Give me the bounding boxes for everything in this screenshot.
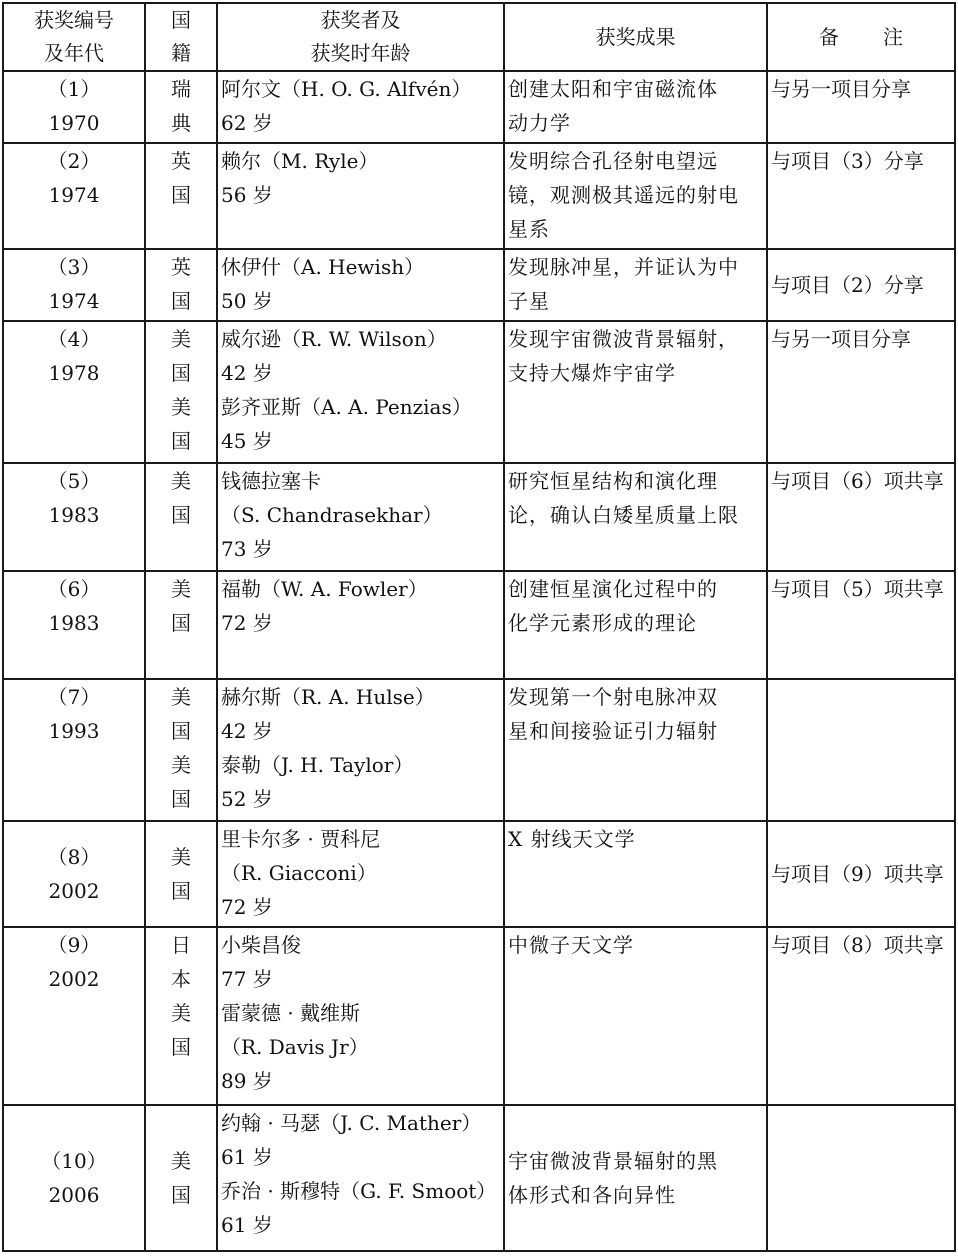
country-cell: [145, 71, 217, 143]
winner-age-line: 小柴昌俊: [221, 933, 301, 957]
award-number-year-line: （6）: [47, 577, 101, 601]
winner-age-line: 77 岁: [221, 967, 273, 991]
winner-age-cell: [217, 463, 504, 571]
header-number-year: [3, 3, 145, 71]
table-row: [3, 927, 955, 1105]
winner-age-line: （S. Chandrasekhar）: [221, 503, 443, 527]
winner-age-line: 赫尔斯（R. A. Hulse）: [221, 685, 435, 709]
award-number-year-line: （2）: [47, 149, 101, 173]
header-winner-age: [217, 3, 504, 71]
award-result-line: 论，确认白矮星质量上限: [508, 503, 739, 527]
header-note: [767, 3, 955, 71]
country-line: 美: [171, 327, 191, 351]
header-row: [3, 3, 955, 71]
winner-age-line: 42 岁: [221, 361, 273, 385]
award-result-line: 动力学: [508, 111, 571, 135]
country-line: 英: [171, 149, 191, 173]
country-line: 美: [171, 395, 191, 419]
country-line: 国: [171, 1183, 191, 1207]
award-number-year-cell: [3, 571, 145, 679]
country-line: 国: [171, 503, 191, 527]
winner-age-cell: [217, 143, 504, 249]
award-result-line: X 射线天文学: [508, 827, 636, 851]
country-line: 国: [171, 361, 191, 385]
country-line: 美: [171, 1001, 191, 1025]
awards-table: [2, 2, 956, 1252]
award-result-cell: [504, 821, 767, 927]
note-cell: [767, 679, 955, 821]
winner-age-cell: [217, 927, 504, 1105]
award-number-year-line: （9）: [47, 933, 101, 957]
winner-age-cell: [217, 71, 504, 143]
winner-age-line: （R. Giacconi）: [221, 861, 377, 885]
note-line: 与另一项目分享: [771, 327, 911, 351]
winner-age-line: 泰勒（J. H. Taylor）: [221, 753, 414, 777]
award-number-year-cell: [3, 321, 145, 463]
award-result-cell: [504, 927, 767, 1105]
note-line: 与项目（9）项共享: [771, 862, 944, 886]
table-row: [3, 571, 955, 679]
award-number-year-line: 2006: [48, 1183, 100, 1207]
award-result-line: 体形式和各向异性: [508, 1183, 676, 1207]
table-row: [3, 1105, 955, 1251]
country-cell: [145, 1105, 217, 1251]
table-body: [3, 71, 955, 1251]
note-cell: [767, 1105, 955, 1251]
note-cell: [767, 143, 955, 249]
winner-age-line: 73 岁: [221, 537, 273, 561]
note-line: 与项目（3）分享: [771, 149, 924, 173]
winner-age-line: 彭齐亚斯（A. A. Penzias）: [221, 395, 472, 419]
award-result-line: 中微子天文学: [508, 933, 634, 957]
award-result-cell: [504, 679, 767, 821]
header-country-line-2: 籍: [171, 41, 191, 65]
award-result-line: 星和间接验证引力辐射: [508, 719, 718, 743]
award-number-year-line: （1）: [47, 77, 101, 101]
note-line: 与项目（2）分享: [771, 273, 924, 297]
table-row: [3, 679, 955, 821]
award-number-year-cell: [3, 679, 145, 821]
award-result-cell: [504, 143, 767, 249]
country-cell: [145, 143, 217, 249]
header-winner-line-2: 获奖时年龄: [310, 41, 411, 65]
header-result: 获奖成果: [504, 3, 767, 71]
country-line: 美: [171, 685, 191, 709]
award-number-year-line: （4）: [47, 327, 101, 351]
header-number-line-2: 及年代: [44, 41, 104, 65]
table-row: [3, 249, 955, 321]
note-line: 与项目（6）项共享: [771, 469, 944, 493]
country-line: 国: [171, 719, 191, 743]
note-cell: [767, 821, 955, 927]
winner-age-line: 61 岁: [221, 1145, 273, 1169]
country-cell: [145, 679, 217, 821]
note-cell: [767, 321, 955, 463]
country-cell: [145, 321, 217, 463]
award-result-line: 宇宙微波背景辐射的黑: [508, 1149, 718, 1173]
award-result-line: 支持大爆炸宇宙学: [508, 361, 676, 385]
winner-age-line: 72 岁: [221, 895, 273, 919]
header-winner-line-1: 获奖者及: [320, 8, 401, 32]
country-cell: [145, 821, 217, 927]
header-note-char-2: 注: [883, 24, 903, 49]
winner-age-line: 42 岁: [221, 719, 273, 743]
note-cell: [767, 463, 955, 571]
country-cell: [145, 249, 217, 321]
winner-age-cell: [217, 571, 504, 679]
country-cell: [145, 463, 217, 571]
header-country-line-1: 国: [171, 8, 191, 32]
winner-age-line: 50 岁: [221, 289, 273, 313]
award-result-line: 子星: [508, 289, 550, 313]
award-number-year-line: 1993: [48, 719, 100, 743]
award-result-line: 星系: [508, 217, 550, 241]
header-number-line-1: 获奖编号: [34, 8, 114, 32]
award-result-line: 创建太阳和宇宙磁流体: [508, 77, 718, 101]
award-number-year-cell: [3, 71, 145, 143]
country-line: 国: [171, 183, 191, 207]
award-result-line: 创建恒星演化过程中的: [508, 577, 718, 601]
country-line: 美: [171, 753, 191, 777]
award-result-line: 发明综合孔径射电望远: [508, 149, 718, 173]
header-country: [145, 3, 217, 71]
award-number-year-line: 2002: [48, 967, 100, 991]
award-number-year-line: （8）: [47, 845, 101, 869]
winner-age-line: 61 岁: [221, 1213, 273, 1237]
note-line: 与另一项目分享: [771, 77, 911, 101]
award-number-year-cell: [3, 821, 145, 927]
country-cell: [145, 571, 217, 679]
country-line: 国: [171, 1035, 191, 1059]
country-line: 国: [171, 289, 191, 313]
winner-age-line: 钱德拉塞卡: [221, 469, 321, 493]
note-cell: [767, 571, 955, 679]
award-number-year-cell: [3, 463, 145, 571]
country-cell: [145, 927, 217, 1105]
winner-age-line: 赖尔（M. Ryle）: [221, 149, 379, 173]
award-result-line: 发现第一个射电脉冲双: [508, 685, 718, 709]
award-result-line: 化学元素形成的理论: [508, 611, 697, 635]
award-number-year-line: 1974: [48, 289, 100, 313]
country-line: 美: [171, 1149, 191, 1173]
award-result-cell: [504, 71, 767, 143]
country-line: 国: [171, 787, 191, 811]
award-number-year-line: 2002: [48, 879, 100, 903]
award-number-year-line: 1983: [48, 503, 100, 527]
table-row: [3, 321, 955, 463]
award-number-year-line: 1983: [48, 611, 100, 635]
winner-age-line: 威尔逊（R. W. Wilson）: [221, 327, 447, 351]
award-number-year-line: （7）: [47, 685, 101, 709]
winner-age-line: 72 岁: [221, 611, 273, 635]
award-number-year-cell: [3, 143, 145, 249]
country-line: 国: [171, 429, 191, 453]
winner-age-line: 休伊什（A. Hewish）: [221, 255, 425, 279]
note-line: 与项目（5）项共享: [771, 577, 944, 601]
country-line: 美: [171, 845, 191, 869]
country-line: 瑞: [171, 77, 191, 101]
award-number-year-cell: [3, 927, 145, 1105]
header-note-char-1: 备: [819, 24, 839, 49]
winner-age-line: （R. Davis Jr）: [221, 1035, 369, 1059]
winner-age-line: 福勒（W. A. Fowler）: [221, 577, 428, 601]
country-line: 国: [171, 879, 191, 903]
award-number-year-line: （10）: [41, 1149, 107, 1173]
country-line: 美: [171, 469, 191, 493]
winner-age-cell: [217, 1105, 504, 1251]
award-number-year-line: （5）: [47, 469, 101, 493]
winner-age-cell: [217, 679, 504, 821]
award-number-year-line: （3）: [47, 255, 101, 279]
award-result-cell: [504, 1105, 767, 1251]
award-number-year-cell: [3, 249, 145, 321]
award-result-line: 发现宇宙微波背景辐射，: [508, 327, 739, 351]
award-result-cell: [504, 463, 767, 571]
note-cell: [767, 71, 955, 143]
award-result-cell: [504, 571, 767, 679]
award-result-line: 发现脉冲星，并证认为中: [508, 255, 739, 279]
winner-age-line: 阿尔文（H. O. G. Alfvén）: [221, 77, 472, 101]
winner-age-line: 45 岁: [221, 429, 273, 453]
award-result-cell: [504, 321, 767, 463]
table-row: [3, 463, 955, 571]
table-row: [3, 821, 955, 927]
winner-age-cell: [217, 249, 504, 321]
award-number-year-line: 1974: [48, 183, 100, 207]
winner-age-line: 56 岁: [221, 183, 273, 207]
country-line: 典: [171, 111, 191, 135]
note-cell: [767, 249, 955, 321]
award-number-year-line: 1970: [48, 111, 100, 135]
note-line: 与项目（8）项共享: [771, 933, 944, 957]
winner-age-line: 乔治 · 斯穆特（G. F. Smoot）: [221, 1179, 497, 1203]
country-line: 本: [171, 967, 191, 991]
country-line: 美: [171, 577, 191, 601]
table-row: [3, 143, 955, 249]
award-number-year-cell: [3, 1105, 145, 1251]
country-line: 日: [171, 933, 191, 957]
note-cell: [767, 927, 955, 1105]
winner-age-line: 约翰 · 马瑟（J. C. Mather）: [221, 1111, 482, 1135]
winner-age-line: 雷蒙德 · 戴维斯: [221, 1001, 361, 1025]
country-line: 国: [171, 611, 191, 635]
award-result-line: 镜，观测极其遥远的射电: [508, 183, 739, 207]
award-number-year-line: 1978: [48, 361, 100, 385]
winner-age-line: 62 岁: [221, 111, 273, 135]
winner-age-cell: [217, 821, 504, 927]
award-result-line: 研究恒星结构和演化理: [508, 469, 718, 493]
winner-age-line: 52 岁: [221, 787, 273, 811]
winner-age-cell: [217, 321, 504, 463]
winner-age-line: 89 岁: [221, 1069, 273, 1093]
award-result-cell: [504, 249, 767, 321]
table-row: [3, 71, 955, 143]
winner-age-line: 里卡尔多 · 贾科尼: [221, 827, 381, 851]
country-line: 英: [171, 255, 191, 279]
